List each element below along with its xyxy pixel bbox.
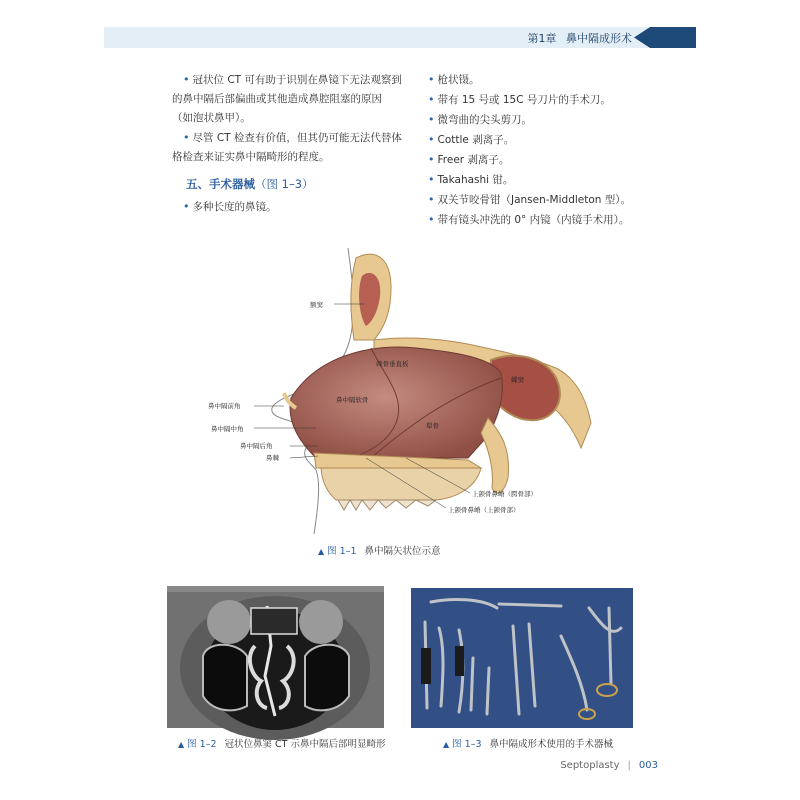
list-item: • 枪状镊。 bbox=[428, 73, 480, 86]
page-footer: Septoplasty | 003 bbox=[560, 760, 658, 771]
list-item: • 双关节咬骨钳（Jansen-Middleton 型）。 bbox=[428, 193, 632, 206]
surgical-instruments-photo bbox=[411, 588, 633, 728]
paragraph: • 冠状位 CT 可有助于识别在鼻镜下无法观察到的鼻中隔后部偏曲或其他造成鼻腔阻塞的原因（如泡状鼻甲）。 bbox=[172, 73, 402, 124]
figure-2-caption: ▲ 图 1–2 冠状位鼻窦 CT 示鼻中隔后部明显畸形 bbox=[178, 739, 386, 750]
left-column bbox=[172, 70, 402, 217]
coronal-ct-image bbox=[167, 586, 384, 728]
list-item: • 带有 15 号或 15C 号刀片的手术刀。 bbox=[428, 93, 611, 106]
paragraph: • 尽管 CT 检查有价值，但其仍可能无法代替体格检查来证实鼻中隔畸形的程度。 bbox=[172, 131, 402, 163]
page-number: 003 bbox=[638, 760, 658, 771]
running-title: Septoplasty bbox=[560, 760, 620, 771]
list-item: • Freer 剥离子。 bbox=[428, 153, 510, 166]
label-septal-cartilage: 鼻中隔软骨 bbox=[336, 396, 369, 404]
list-item: • Takahashi 钳。 bbox=[428, 173, 514, 186]
figure-3-caption: ▲ 图 1–3 鼻中隔成形术使用的手术器械 bbox=[443, 739, 614, 750]
right-column bbox=[428, 70, 658, 230]
list-item: • Cottle 剥离子。 bbox=[428, 133, 515, 146]
header-arrow-icon bbox=[634, 27, 696, 48]
chapter-number: 第1章 bbox=[527, 32, 557, 45]
chapter-title bbox=[528, 30, 633, 46]
label-maxillary-crest-palatine: 上颌骨鼻嵴（腭骨部） bbox=[472, 490, 537, 498]
chapter-name: 鼻中隔成形术 bbox=[566, 32, 632, 45]
septum-sagittal-illustration bbox=[208, 248, 592, 534]
caption-triangle-icon: ▲ bbox=[178, 740, 185, 749]
list-item: • 带有镜头冲洗的 0° 内镜（内镜手术用）。 bbox=[428, 213, 630, 226]
running-header bbox=[104, 27, 696, 48]
label-middle-angle: 鼻中隔中角 bbox=[211, 425, 244, 433]
label-vomer: 犁骨 bbox=[426, 422, 439, 430]
label-sphenoid-sinus: 蝶窦 bbox=[511, 376, 524, 384]
section-heading: 五、手术器械（图 1–3） bbox=[186, 177, 314, 191]
caption-triangle-icon: ▲ bbox=[318, 547, 325, 556]
label-ethmoid-plate: 筛骨垂直板 bbox=[376, 360, 409, 368]
caption-triangle-icon: ▲ bbox=[443, 740, 450, 749]
label-anterior-angle: 鼻中隔前角 bbox=[208, 402, 241, 410]
label-frontal-sinus: 额窦 bbox=[310, 301, 323, 309]
list-item: • 微弯曲的尖头剪刀。 bbox=[428, 113, 532, 126]
label-posterior-angle: 鼻中隔后角 bbox=[240, 442, 273, 450]
figure-1-caption: ▲ 图 1–1 鼻中隔矢状位示意 bbox=[318, 546, 441, 557]
label-nasal-spine: 鼻棘 bbox=[266, 454, 279, 462]
label-maxillary-crest-maxilla: 上颌骨鼻嵴（上颌骨部） bbox=[448, 506, 520, 514]
list-item: • 多种长度的鼻镜。 bbox=[183, 200, 277, 213]
